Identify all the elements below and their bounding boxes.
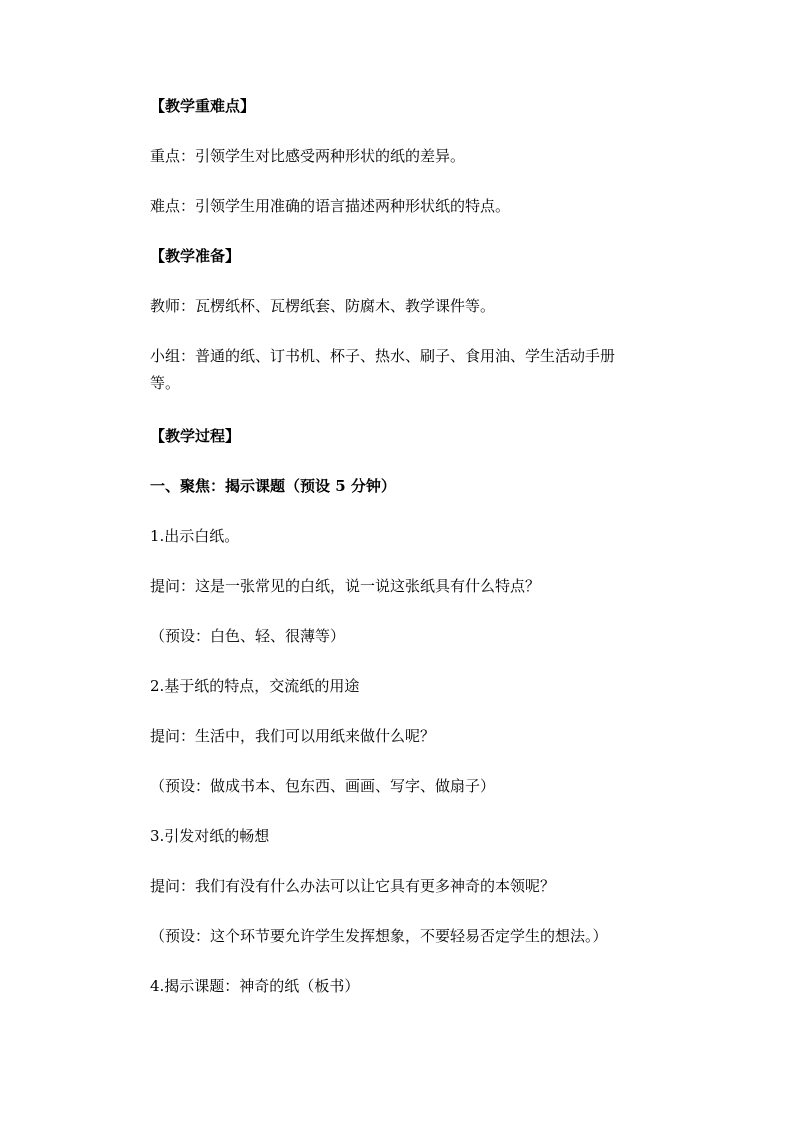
group-prep-text-line2: 等。	[150, 374, 181, 392]
key-point-text: 重点：引领学生对比感受两种形状的纸的差异。	[150, 147, 466, 165]
group-prep-text-line1: 小组：普通的纸、订书机、杯子、热水、刷子、食用油、学生活动手册	[150, 347, 616, 365]
step1-text: 1.出示白纸。	[150, 527, 240, 545]
teacher-prep-text: 教师：瓦楞纸杯、瓦楞纸套、防腐木、教学课件等。	[150, 297, 496, 315]
section-heading-process: 【教学过程】	[150, 427, 241, 445]
step3-text: 3.引发对纸的畅想	[150, 827, 270, 845]
difficult-point-text: 难点：引领学生用准确的语言描述两种形状纸的特点。	[150, 197, 511, 215]
step2-question: 提问：生活中，我们可以用纸来做什么呢？	[150, 727, 436, 745]
step1-preset: （预设：白色、轻、很薄等）	[150, 627, 346, 645]
section-heading-key-points: 【教学重难点】	[150, 97, 256, 115]
step3-preset: （预设：这个环节要允许学生发挥想象，不要轻易否定学生的想法。）	[150, 927, 608, 945]
section-heading-preparation: 【教学准备】	[150, 247, 241, 265]
step1-question: 提问：这是一张常见的白纸，说一说这张纸具有什么特点？	[150, 577, 541, 595]
step2-text: 2.基于纸的特点，交流纸的用途	[150, 677, 360, 695]
step2-preset: （预设：做成书本、包东西、画画、写字、做扇子）	[150, 777, 496, 795]
step4-text: 4.揭示课题：神奇的纸（板书）	[150, 977, 360, 995]
step3-question: 提问：我们有没有什么办法可以让它具有更多神奇的本领呢？	[150, 877, 556, 895]
part1-heading: 一、聚焦：揭示课题（预设 5 分钟）	[150, 477, 396, 495]
